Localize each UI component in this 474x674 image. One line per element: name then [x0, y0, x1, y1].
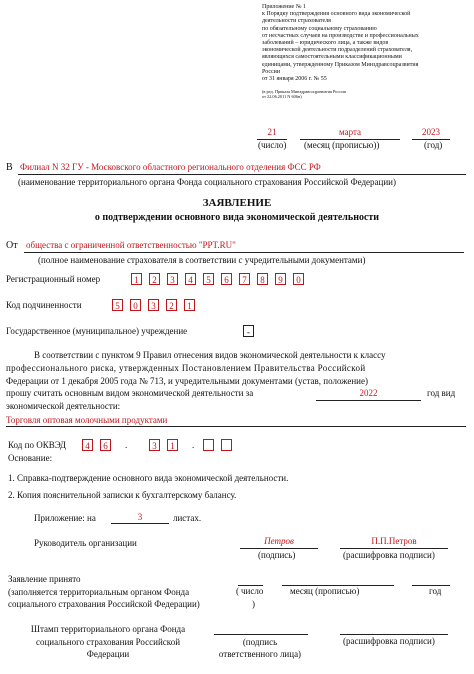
appendix-line: от 31 января 2006 г. № 55 [262, 76, 327, 83]
reg-digit[interactable]: 1 [131, 273, 142, 285]
stamp-line: Федерации [86, 649, 130, 659]
basis-item: 2. Копия пояснительной записки к бухгалтерскому балансу. [8, 490, 237, 500]
stamp-name-caption: (расшифровка подписи) [343, 636, 435, 646]
reg-number-label: Регистрационный номер [6, 274, 101, 284]
reg-digit[interactable]: 9 [275, 273, 286, 285]
stamp-name-field[interactable] [340, 633, 448, 635]
appendix-line: по обязательному социальному страхованию [262, 25, 377, 32]
reg-digit[interactable]: 0 [293, 273, 304, 285]
body-line4-start: прошу считать основным видом экономической деятельности за [6, 388, 254, 399]
head-label: Руководитель организации [34, 538, 137, 548]
head-signature-value: Петров [264, 536, 294, 546]
report-year-value: 2022 [359, 388, 378, 399]
accepted-year-label: год [429, 586, 442, 596]
stamp-line: социального страхования Российской [35, 636, 181, 647]
basis-item: 1. Справка-подтверждение основного вида экономической деятельности. [8, 473, 289, 483]
accepted-close-paren: ) [252, 599, 255, 609]
appendix-line: экономической деятельности подразделений страхователя, [262, 47, 413, 54]
reg-digit[interactable]: 7 [239, 273, 250, 285]
sub-digit[interactable]: 3 [148, 299, 159, 311]
document-title: ЗАЯВЛЕНИЕ [202, 197, 272, 209]
appendix-line: России [262, 68, 281, 75]
head-signature-field[interactable] [240, 536, 318, 549]
okved-digit[interactable]: 6 [100, 439, 111, 451]
document-subtitle: о подтверждении основного вида экономической деятельности [94, 212, 380, 223]
body-line: Федерации от 1 декабря 2005 года № 713, и учредительными документами (устав, положение) [6, 375, 368, 386]
body-line [6, 387, 466, 400]
head-name-caption: (расшифровка подписи) [343, 550, 435, 560]
appendix-note: от 22.06.2011 N 606н) [262, 94, 302, 100]
accepted-note: (заполняется территориальным органом Фонда [8, 587, 190, 597]
appendix-block [262, 4, 467, 99]
accepted-year-field[interactable] [412, 573, 450, 586]
basis-label: Основание: [8, 453, 53, 463]
appendix-line: заболеваний – юридического лица, а также видов [262, 40, 389, 47]
date-day-field[interactable] [257, 127, 287, 140]
accepted-month-label: месяц (прописью) [290, 586, 360, 596]
appendix-line: к Порядку подтверждения основного вида экономической [262, 11, 411, 18]
okved-digit-empty[interactable] [221, 439, 232, 451]
appendix-line: от несчастных случаев на производстве и профессиональных [262, 32, 419, 39]
accepted-day-field[interactable] [238, 573, 263, 586]
sub-digit[interactable]: 1 [184, 299, 195, 311]
activity-value: Торговля оптовая молочными продуктами [6, 415, 168, 425]
attachment-label: Приложение: на [34, 513, 96, 523]
accepted-title: Заявление принято [8, 574, 81, 584]
recipient-prefix: В [6, 162, 13, 173]
reg-digit[interactable]: 3 [167, 273, 178, 285]
reg-digit[interactable]: 2 [149, 273, 160, 285]
from-value: общества с ограниченной ответственностью "PPT.RU" [26, 240, 236, 250]
attachment-count-value: 3 [137, 512, 143, 522]
date-month-field[interactable] [300, 127, 400, 140]
body-line: профессионального риска, утвержденных Постановлением Правительства Российской [6, 362, 366, 373]
reg-digit[interactable]: 4 [185, 273, 196, 285]
body-paragraph [6, 349, 466, 413]
okved-separator: . [125, 440, 128, 450]
state-institution-box[interactable]: - [243, 325, 254, 337]
okved-digit-empty[interactable] [203, 439, 214, 451]
head-name-value: П.П.Петров [371, 536, 417, 546]
stamp-sig-caption-line: (подпись [242, 637, 278, 647]
stamp-block [8, 623, 208, 661]
recipient-caption: (наименование территориального органа Фонда социального страхования Российской Федерации) [18, 177, 396, 187]
okved-digit[interactable]: 1 [167, 439, 178, 451]
appendix-line: единицами, утвержденному Приказом Минздравсоцразвития [262, 61, 419, 68]
activity-field[interactable] [6, 415, 466, 427]
stamp-sig-caption [210, 636, 310, 660]
date-year-value: 2023 [422, 127, 440, 137]
accepted-note: социального страхования Российской Федерации) [8, 599, 200, 609]
accepted-open-paren: ( [236, 586, 239, 596]
stamp-line: Штамп территориального органа Фонда [30, 624, 186, 634]
date-year-field[interactable] [412, 127, 450, 140]
date-month-value: марта [338, 127, 362, 137]
head-name-field[interactable] [340, 536, 448, 549]
appendix-line: деятельности страхователя [262, 18, 331, 25]
appendix-line: являющихся самостоятельными классификационными [262, 54, 402, 61]
sub-digit[interactable]: 5 [112, 299, 123, 311]
accepted-day-label: число [241, 586, 264, 596]
okved-digit[interactable]: 3 [149, 439, 160, 451]
recipient-field[interactable] [18, 162, 466, 175]
stamp-sig-caption-line: ответственного лица) [218, 649, 302, 659]
body-line: экономической деятельности: [6, 401, 121, 412]
recipient-value: Филиал N 32 ГУ - Московского областного регионального отделения ФСС РФ [20, 162, 321, 172]
subordination-label: Код подчиненности [6, 300, 82, 310]
okved-separator: . [192, 440, 195, 450]
reg-digit[interactable]: 8 [257, 273, 268, 285]
reg-digit[interactable]: 6 [221, 273, 232, 285]
report-year-field[interactable] [316, 387, 421, 401]
state-institution-label: Государственное (муниципальное) учреждение [6, 326, 188, 336]
date-day-label: (число) [258, 140, 287, 150]
head-sig-caption: (подпись) [258, 550, 296, 560]
from-caption: (полное наименование страхователя в соответствии с учредительными документами) [38, 255, 366, 265]
date-day-value: 21 [267, 127, 277, 137]
attachment-count-field[interactable] [111, 512, 169, 524]
body-line: В соответствии с пунктом 9 Правил отнесения видов экономической деятельности к классу [34, 350, 386, 360]
body-line4-end: год вид [427, 388, 456, 399]
date-year-label: (год) [424, 140, 443, 150]
okved-digit[interactable]: 4 [82, 439, 93, 451]
appendix-line: Приложение № 1 [262, 4, 306, 10]
sub-digit[interactable]: 2 [166, 299, 177, 311]
appendix-note: (в ред. Приказа Минздравсоцразвития России [262, 89, 346, 95]
okved-label: Код по ОКВЭД [8, 440, 67, 450]
reg-digit[interactable]: 5 [203, 273, 214, 285]
attachment-suffix: листах. [173, 513, 202, 523]
accepted-month-field[interactable] [282, 573, 394, 586]
from-prefix: От [6, 240, 18, 251]
date-month-label: (месяц (прописью)) [304, 140, 380, 150]
stamp-signature-field[interactable] [214, 633, 308, 635]
sub-digit[interactable]: 0 [130, 299, 141, 311]
from-field[interactable] [24, 240, 464, 253]
